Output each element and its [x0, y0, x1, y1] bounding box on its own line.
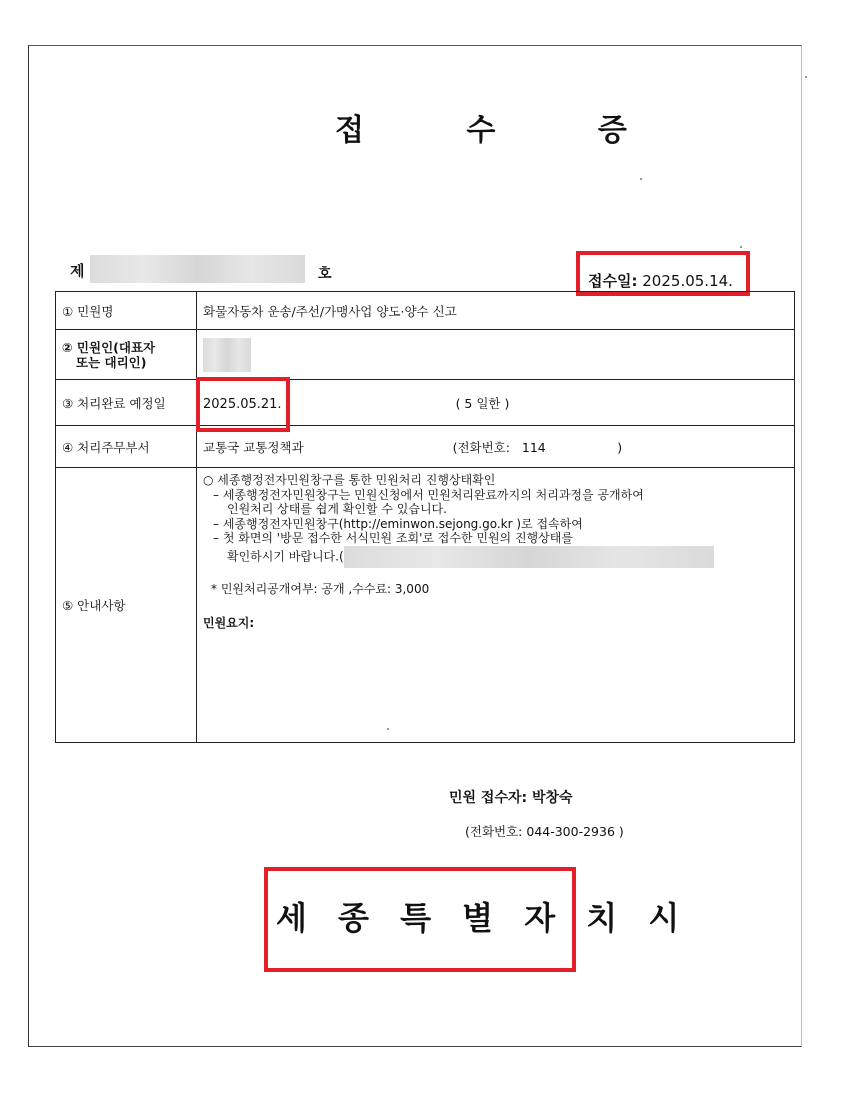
- note-line: 인원처리 상태를 쉽게 확인할 수 있습니다.: [227, 502, 447, 516]
- issuing-authority: 세 종 특 별 자 치 시: [276, 899, 690, 937]
- table-row: [56, 426, 795, 468]
- redacted-applicant-name: [203, 338, 251, 372]
- speck: [805, 76, 807, 78]
- note-line: * 민원처리공개여부: 공개 ,수수료: 3,000: [211, 581, 430, 596]
- speck: [640, 178, 642, 180]
- completion-date-label: ③ 처리완료 예정일: [56, 380, 197, 426]
- receiver-name: 민원 접수자: 박창숙: [449, 790, 573, 806]
- note-line: – 세종행정전자민원창구는 민원신청에서 민원처리완료까지의 처리과정을 공개하여: [213, 487, 644, 502]
- department-phone: (전화번호: 114 ): [452, 439, 623, 455]
- receipt-date-value: 2025.05.14.: [642, 272, 733, 290]
- guidance-cell: [197, 468, 795, 743]
- petition-summary-label: 민원요지:: [203, 616, 255, 630]
- applicant-label-line1: ② 민원인(대표자: [62, 339, 156, 355]
- table-row: [56, 292, 795, 330]
- table-row: [56, 330, 795, 380]
- redacted-registration-number: [90, 255, 305, 283]
- note-line: – 첫 화면의 '방문 접수한 서식민원 조회'로 접수한 민원의 진행상태를: [213, 531, 573, 545]
- guidance-notes: [203, 473, 788, 631]
- processing-days: ( 5 일한 ): [455, 395, 510, 411]
- department-value: 교통국 교통정책과: [203, 439, 304, 455]
- note-line: [203, 546, 788, 568]
- civil-petition-name-value: 화물자동차 운송/주선/가맹사업 양도·양수 신고: [197, 292, 795, 330]
- completion-date-value: 2025.05.21.: [203, 396, 282, 412]
- applicant-value: [197, 330, 795, 380]
- guidance-label: ⑤ 안내사항: [56, 468, 197, 743]
- department-label: ④ 처리주무부서: [56, 426, 197, 468]
- applicant-label: [56, 330, 197, 380]
- note-line: ○ 세종행정전자민원창구를 통한 민원처리 진행상태확인: [203, 473, 496, 487]
- receiver-phone: (전화번호: 044-300-2936 ): [465, 824, 624, 839]
- table-row: [56, 468, 795, 743]
- receipt-date-label: 접수일:: [588, 272, 638, 290]
- registration-number-suffix: 호: [318, 266, 332, 282]
- issuer-highlight: [264, 867, 576, 972]
- completion-date-highlight: [196, 377, 290, 432]
- receipt-table: [55, 291, 795, 743]
- table-row: [56, 380, 795, 426]
- civil-petition-name-label: ① 민원명: [56, 292, 197, 330]
- note-line-text: 확인하시기 바랍니다.(: [227, 549, 344, 563]
- registration-number-prefix: 제: [70, 262, 85, 280]
- note-line: – 세종행정전자민원창구(http://eminwon.sejong.go.kr )로 접속하여: [213, 516, 583, 531]
- speck: [740, 246, 742, 248]
- document-title: 접 수 증: [335, 113, 673, 148]
- receipt-date-highlight: [576, 251, 750, 296]
- applicant-label-line2: 또는 대리인): [76, 354, 147, 370]
- redacted-url: [344, 546, 714, 568]
